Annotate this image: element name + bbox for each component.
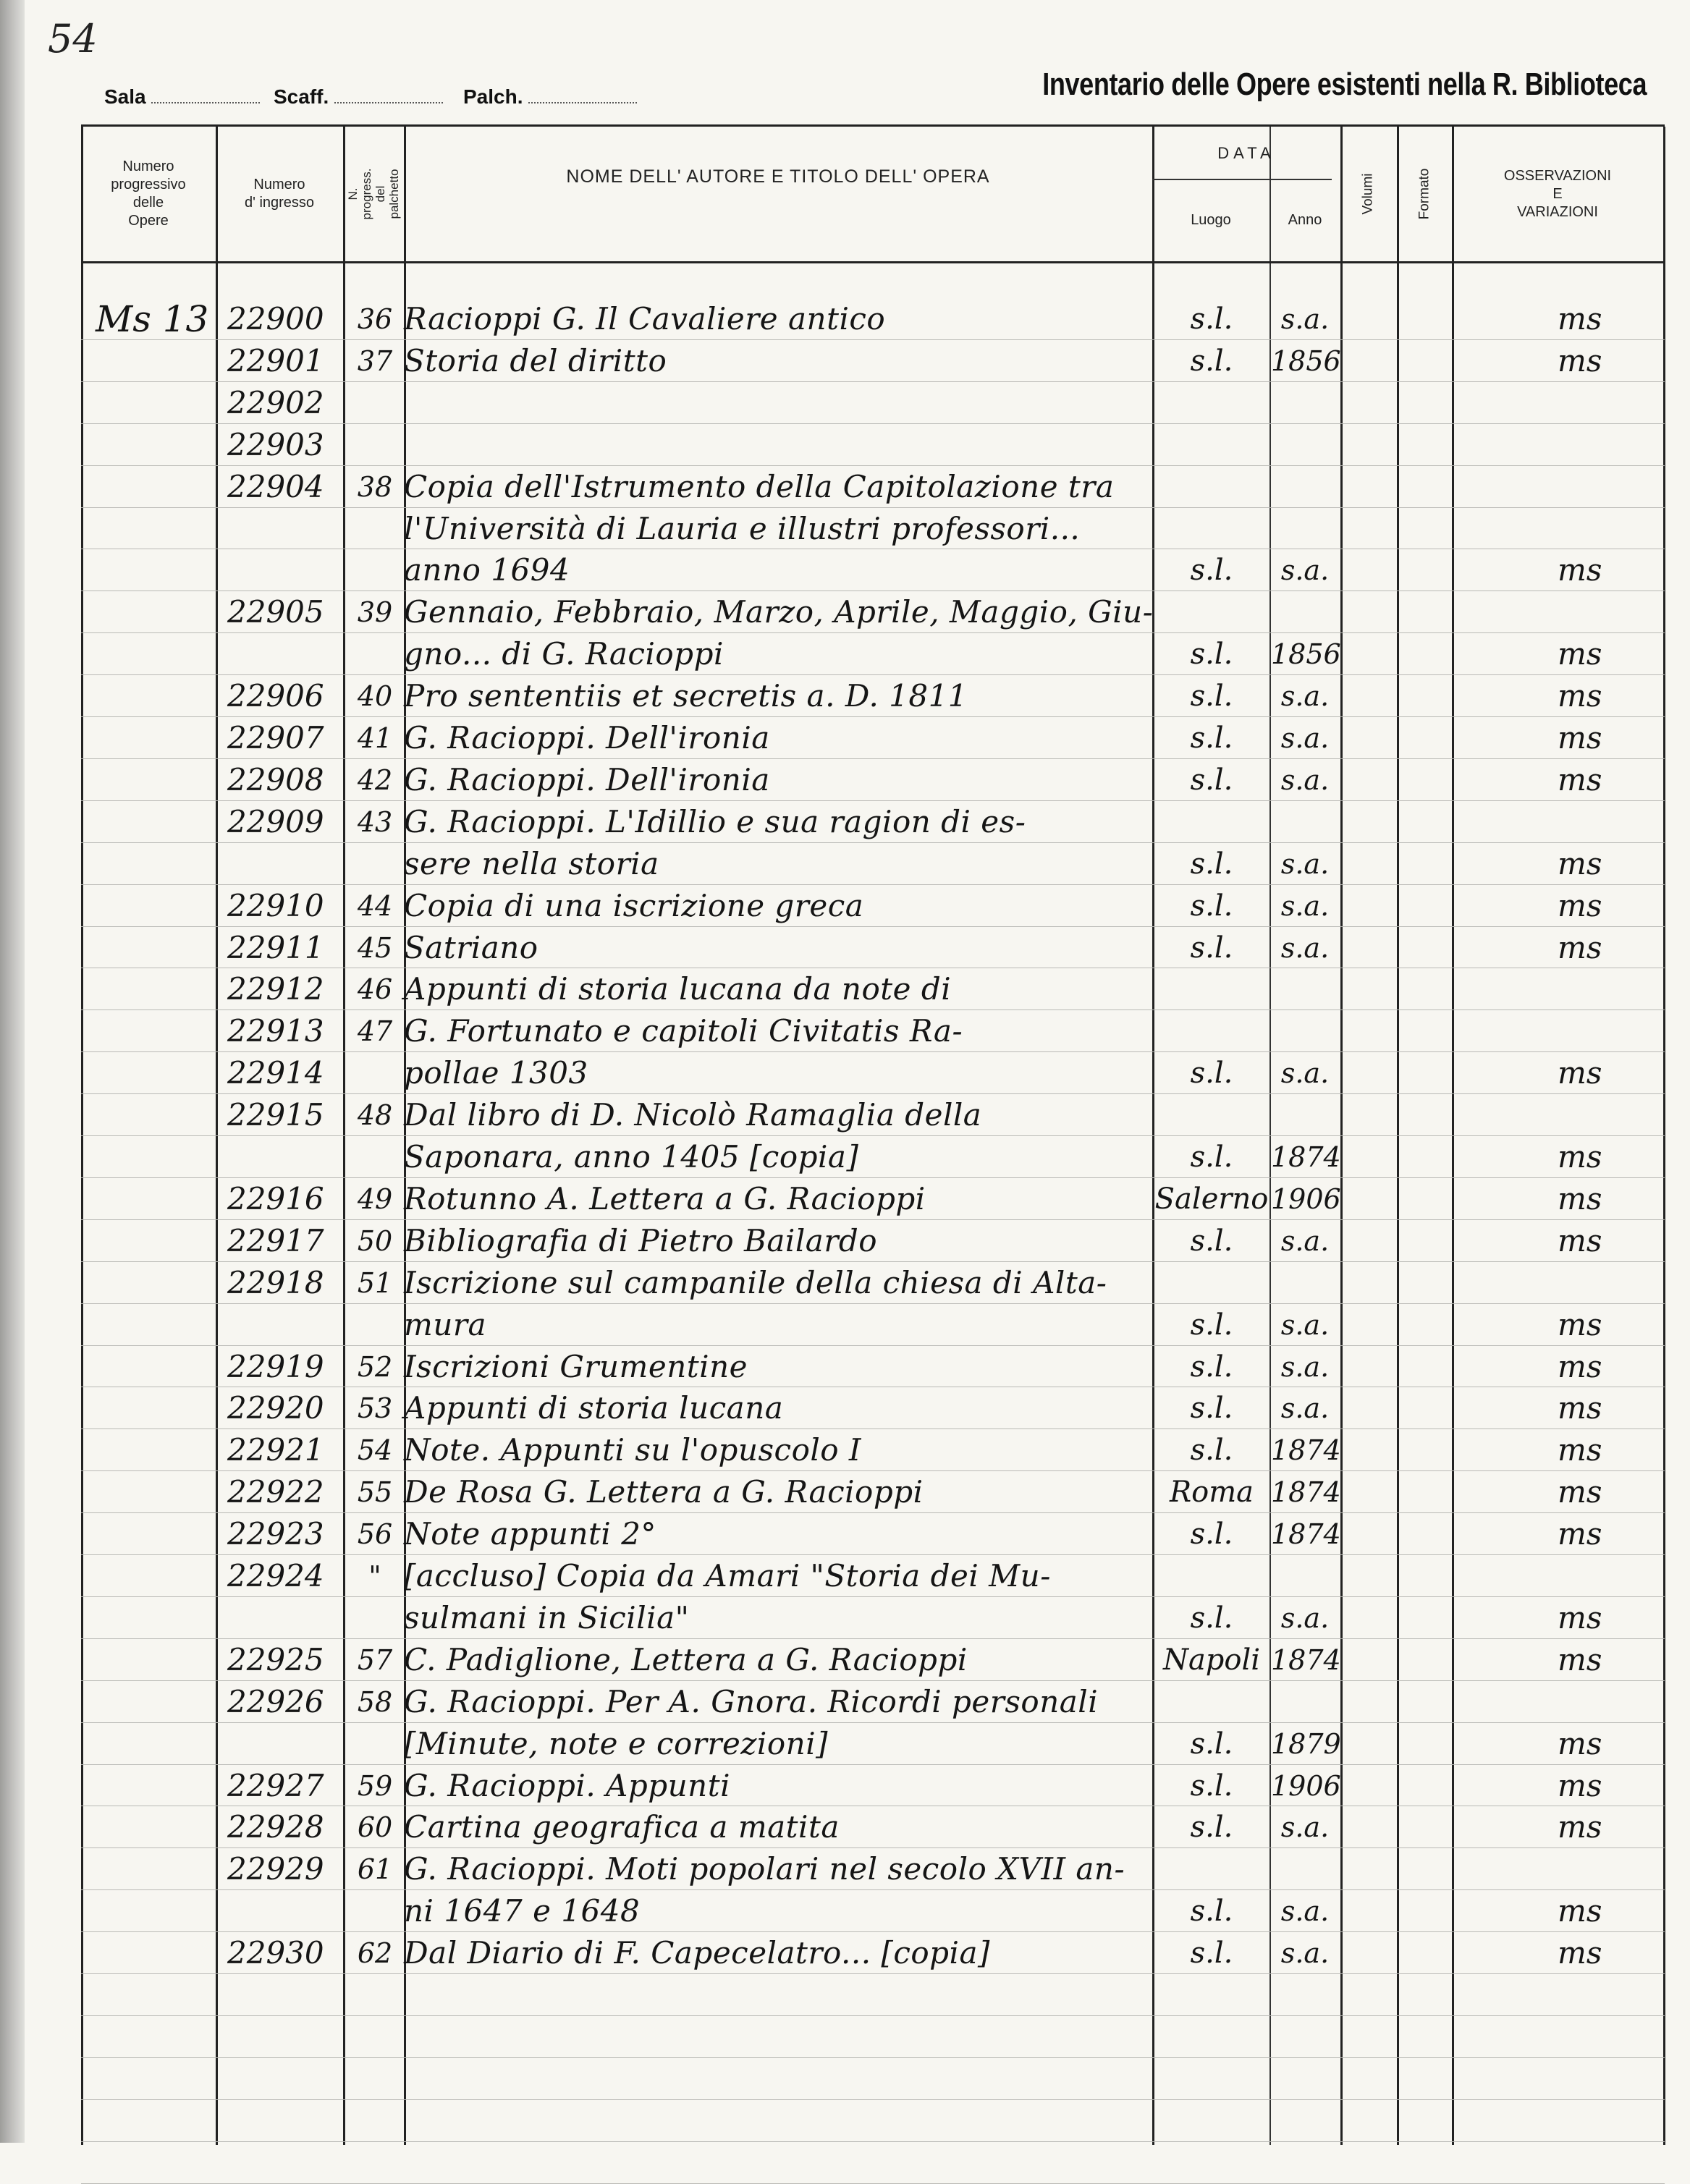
row-author-title: G. Racioppi. L'Idillio e sua ragion di es- bbox=[404, 803, 1026, 839]
ledger-rule-line bbox=[81, 381, 1665, 382]
ledger-rule-line bbox=[81, 674, 1665, 675]
ledger-rule-line bbox=[81, 926, 1665, 927]
row-osservazioni: ms bbox=[1558, 1516, 1602, 1552]
ledger-row bbox=[81, 341, 1665, 381]
row-anno: s.a. bbox=[1280, 680, 1330, 713]
row-anno: 1879 bbox=[1271, 1727, 1341, 1760]
ledger-rule-line bbox=[81, 2099, 1665, 2100]
row-anno: s.a. bbox=[1280, 1937, 1330, 1970]
row-osservazioni: ms bbox=[1558, 720, 1602, 755]
row-author-title: anno 1694 bbox=[404, 552, 570, 588]
row-ms-number: Ms 13 bbox=[96, 298, 209, 340]
ledger-row bbox=[81, 383, 1665, 423]
row-luogo: Napoli bbox=[1162, 1643, 1261, 1677]
row-anno: s.a. bbox=[1280, 1601, 1330, 1634]
row-author-title: mura bbox=[404, 1306, 486, 1342]
row-author-title: G. Fortunato e capitoli Civitatis Ra- bbox=[404, 1013, 963, 1049]
row-author-title: Appunti di storia lucana bbox=[404, 1390, 784, 1426]
row-author-title: sere nella storia bbox=[404, 845, 659, 881]
row-luogo: s.l. bbox=[1190, 638, 1233, 672]
row-anno: s.a. bbox=[1280, 722, 1330, 754]
row-anno: 1874 bbox=[1271, 1476, 1341, 1509]
row-osservazioni: ms bbox=[1558, 678, 1602, 714]
ledger-rule-line bbox=[81, 1931, 1665, 1932]
row-prog-palchetto: 37 bbox=[357, 344, 393, 377]
row-prog-palchetto: 57 bbox=[357, 1643, 393, 1676]
ledger-rule-line bbox=[81, 1345, 1665, 1346]
row-luogo: s.l. bbox=[1190, 554, 1233, 588]
ledger-row bbox=[81, 928, 1665, 968]
ledger-rule-line bbox=[81, 758, 1665, 759]
row-author-title: ni 1647 e 1648 bbox=[404, 1893, 641, 1929]
ledger-rule-line bbox=[81, 1680, 1665, 1681]
ledger-row bbox=[81, 1095, 1665, 1135]
ledger-rule-line bbox=[81, 1177, 1665, 1178]
ledger-rule-line bbox=[81, 1764, 1665, 1765]
scaff-field bbox=[274, 85, 443, 109]
row-luogo: s.l. bbox=[1190, 1727, 1233, 1761]
row-anno: 1874 bbox=[1271, 1434, 1341, 1467]
row-anno: s.a. bbox=[1280, 847, 1330, 880]
row-prog-palchetto: 43 bbox=[357, 805, 393, 838]
row-ingresso: 22926 bbox=[227, 1683, 324, 1719]
page-edge-shadow bbox=[0, 0, 25, 2143]
col-header-numero-ingresso: Numero d' ingresso bbox=[244, 177, 315, 211]
ledger-rule-line bbox=[81, 2015, 1665, 2016]
row-anno: s.a. bbox=[1280, 1057, 1330, 1090]
row-prog-palchetto: 61 bbox=[357, 1853, 393, 1886]
ledger-row bbox=[81, 592, 1665, 632]
ledger-row bbox=[81, 1430, 1665, 1470]
scaff-blank bbox=[334, 96, 443, 103]
row-osservazioni: ms bbox=[1558, 1139, 1602, 1174]
row-ingresso: 22908 bbox=[227, 761, 324, 797]
row-osservazioni: ms bbox=[1558, 1306, 1602, 1342]
ledger-row bbox=[81, 634, 1665, 674]
row-luogo: s.l. bbox=[1190, 1392, 1233, 1426]
ledger-rule-line bbox=[81, 1051, 1665, 1052]
row-prog-palchetto: 53 bbox=[357, 1392, 393, 1425]
row-author-title: Cartina geografica a matita bbox=[404, 1809, 840, 1845]
ledger-row bbox=[81, 844, 1665, 884]
row-osservazioni: ms bbox=[1558, 1767, 1602, 1803]
row-ingresso: 22922 bbox=[227, 1474, 324, 1510]
ledger-row bbox=[81, 1807, 1665, 1847]
col-header-data: DATA bbox=[1217, 143, 1275, 162]
ledger-rule-line bbox=[81, 1973, 1665, 1974]
row-anno: s.a. bbox=[1280, 1308, 1330, 1341]
row-ingresso: 22909 bbox=[227, 803, 324, 839]
row-luogo: Roma bbox=[1170, 1476, 1254, 1510]
row-osservazioni: ms bbox=[1558, 1390, 1602, 1426]
row-osservazioni: ms bbox=[1558, 1599, 1602, 1635]
row-prog-palchetto: 50 bbox=[357, 1224, 393, 1257]
row-ingresso: 22915 bbox=[227, 1097, 324, 1133]
row-ingresso: 22929 bbox=[227, 1851, 324, 1887]
row-author-title: Iscrizione sul campanile della chiesa di Alta- bbox=[404, 1264, 1107, 1300]
col-header-formato bbox=[1397, 127, 1452, 261]
ledger-row bbox=[81, 1053, 1665, 1093]
row-anno: 1874 bbox=[1271, 1518, 1341, 1551]
col-header-numero-progressivo: Numero progressivo delle Opere bbox=[111, 158, 186, 229]
row-prog-palchetto: 59 bbox=[357, 1769, 393, 1802]
row-luogo: s.l. bbox=[1190, 1937, 1233, 1971]
palch-label: Palch. bbox=[463, 85, 523, 108]
row-luogo: s.l. bbox=[1190, 1895, 1233, 1929]
row-author-title: G. Racioppi. Appunti bbox=[404, 1767, 731, 1803]
row-ingresso: 22905 bbox=[227, 594, 324, 630]
row-luogo: s.l. bbox=[1190, 847, 1233, 881]
row-luogo: Salerno bbox=[1154, 1182, 1269, 1216]
ledger-rule-line bbox=[81, 1889, 1665, 1890]
row-author-title: Copia di una iscrizione greca bbox=[404, 887, 864, 923]
row-osservazioni: ms bbox=[1558, 636, 1602, 672]
row-ingresso: 22904 bbox=[227, 468, 324, 504]
ledger-row bbox=[81, 1849, 1665, 1889]
row-prog-palchetto: 36 bbox=[357, 303, 393, 335]
ledger-row bbox=[81, 1640, 1665, 1680]
row-author-title: Gennaio, Febbraio, Marzo, Aprile, Maggio, Giu- bbox=[404, 594, 1154, 630]
scaff-label: Scaff. bbox=[274, 85, 329, 108]
ledger-rule-line bbox=[81, 507, 1665, 508]
row-author-title: Bibliografia di Pietro Bailardo bbox=[404, 1222, 878, 1258]
row-ingresso: 22928 bbox=[227, 1809, 324, 1845]
row-author-title: G. Racioppi. Dell'ironia bbox=[404, 720, 770, 755]
row-ingresso: 22919 bbox=[227, 1348, 324, 1384]
ledger-row bbox=[81, 1682, 1665, 1722]
row-author-title: De Rosa G. Lettera a G. Racioppi bbox=[404, 1474, 924, 1510]
page-title: Inventario delle Opere esistenti nella R. Biblioteca bbox=[1042, 67, 1647, 102]
ledger-rule-line bbox=[81, 2183, 1665, 2184]
row-ingresso: 22912 bbox=[227, 971, 324, 1007]
ledger-rule-line bbox=[81, 465, 1665, 466]
row-osservazioni: ms bbox=[1558, 1935, 1602, 1971]
row-author-title: C. Padiglione, Lettera a G. Racioppi bbox=[404, 1641, 968, 1677]
row-author-title: [Minute, note e correzioni] bbox=[404, 1725, 829, 1761]
row-prog-palchetto: 47 bbox=[357, 1015, 393, 1048]
ledger-rule-line bbox=[81, 1261, 1665, 1262]
ledger-row bbox=[81, 425, 1665, 465]
row-anno: 1906 bbox=[1271, 1182, 1341, 1215]
row-prog-palchetto: 46 bbox=[357, 973, 393, 1006]
row-author-title: Satriano bbox=[404, 929, 538, 965]
col-header-n-progress bbox=[343, 127, 404, 261]
ledger-rule-line bbox=[81, 1847, 1665, 1848]
row-osservazioni: ms bbox=[1558, 1222, 1602, 1258]
ledger-row bbox=[81, 1388, 1665, 1429]
row-anno: s.a. bbox=[1280, 1895, 1330, 1928]
row-ingresso: 22906 bbox=[227, 678, 324, 714]
row-luogo: s.l. bbox=[1190, 931, 1233, 965]
ledger-rule-line bbox=[81, 1219, 1665, 1220]
ledger-rule-line bbox=[81, 1470, 1665, 1471]
col-header-formato-text: Formato bbox=[1416, 168, 1432, 220]
row-osservazioni: ms bbox=[1558, 552, 1602, 588]
row-prog-palchetto: 56 bbox=[357, 1518, 393, 1551]
row-ingresso: 22923 bbox=[227, 1516, 324, 1552]
ledger-row bbox=[81, 1221, 1665, 1261]
row-osservazioni: ms bbox=[1558, 1893, 1602, 1929]
row-osservazioni: ms bbox=[1558, 342, 1602, 378]
row-author-title: [accluso] Copia da Amari "Storia dei Mu- bbox=[404, 1558, 1051, 1593]
ledger-rule-line bbox=[81, 2057, 1665, 2058]
row-luogo: s.l. bbox=[1190, 889, 1233, 923]
ledger-row bbox=[81, 1514, 1665, 1554]
ledger-rule-line bbox=[81, 1093, 1665, 1094]
row-osservazioni: ms bbox=[1558, 1055, 1602, 1091]
row-osservazioni: ms bbox=[1558, 929, 1602, 965]
row-ingresso: 22918 bbox=[227, 1264, 324, 1300]
row-ingresso: 22914 bbox=[227, 1055, 324, 1091]
row-ingresso: 22920 bbox=[227, 1390, 324, 1426]
row-author-title: Rotunno A. Lettera a G. Racioppi bbox=[404, 1180, 926, 1216]
ledger-rule-line bbox=[81, 423, 1665, 424]
row-ingresso: 22930 bbox=[227, 1935, 324, 1971]
row-osservazioni: ms bbox=[1558, 1432, 1602, 1468]
ledger-row bbox=[81, 550, 1665, 591]
row-luogo: s.l. bbox=[1190, 1434, 1233, 1468]
row-ingresso: 22913 bbox=[227, 1013, 324, 1049]
ledger-row bbox=[81, 1137, 1665, 1177]
ledger-rule-line bbox=[81, 1135, 1665, 1136]
row-anno: s.a. bbox=[1280, 1350, 1330, 1383]
ledger-row bbox=[81, 802, 1665, 842]
row-anno: 1874 bbox=[1271, 1643, 1341, 1676]
ledger-row bbox=[81, 1556, 1665, 1596]
row-prog-palchetto: 42 bbox=[357, 763, 393, 796]
row-ingresso: 22921 bbox=[227, 1432, 324, 1468]
row-author-title: Racioppi G. Il Cavaliere antico bbox=[404, 301, 886, 337]
row-prog-palchetto: 52 bbox=[357, 1350, 393, 1383]
row-anno: s.a. bbox=[1280, 303, 1330, 335]
row-anno: s.a. bbox=[1280, 889, 1330, 922]
row-osservazioni: ms bbox=[1558, 1180, 1602, 1216]
ledger-row bbox=[81, 1933, 1665, 1973]
row-luogo: s.l. bbox=[1190, 344, 1233, 378]
ledger-rule-line bbox=[81, 339, 1665, 340]
row-prog-palchetto: 48 bbox=[357, 1099, 393, 1132]
row-anno: 1906 bbox=[1271, 1769, 1341, 1802]
row-ingresso: 22901 bbox=[227, 342, 324, 378]
row-prog-palchetto: 62 bbox=[357, 1937, 393, 1970]
row-prog-palchetto: 41 bbox=[357, 722, 393, 754]
row-author-title: Dal Diario di F. Capecelatro... [copia] bbox=[404, 1935, 990, 1971]
row-luogo: s.l. bbox=[1190, 763, 1233, 797]
row-osservazioni: ms bbox=[1558, 1348, 1602, 1384]
row-author-title: pollae 1303 bbox=[404, 1055, 588, 1091]
row-anno: s.a. bbox=[1280, 763, 1330, 796]
row-author-title: Saponara, anno 1405 [copia] bbox=[404, 1139, 859, 1174]
ledger-rule-line bbox=[81, 800, 1665, 801]
row-luogo: s.l. bbox=[1190, 1350, 1233, 1384]
col-header-nome-autore: NOME DELL' AUTORE E TITOLO DELL' OPERA bbox=[566, 166, 990, 187]
row-ingresso: 22903 bbox=[227, 426, 324, 462]
ledger-row bbox=[81, 1891, 1665, 1931]
ledger-rule-line bbox=[81, 1638, 1665, 1639]
ledger-row bbox=[81, 1766, 1665, 1806]
row-author-title: G. Racioppi. Dell'ironia bbox=[404, 761, 770, 797]
ledger-row bbox=[81, 760, 1665, 800]
row-luogo: s.l. bbox=[1190, 1308, 1233, 1342]
row-luogo: s.l. bbox=[1190, 302, 1233, 336]
col-header-anno: Anno bbox=[1288, 211, 1322, 228]
row-anno: s.a. bbox=[1280, 554, 1330, 587]
row-ingresso: 22927 bbox=[227, 1767, 324, 1803]
row-luogo: s.l. bbox=[1190, 1601, 1233, 1635]
row-author-title: l'Università di Lauria e illustri professori... bbox=[404, 510, 1081, 546]
row-ingresso: 22900 bbox=[227, 301, 324, 337]
row-osservazioni: ms bbox=[1558, 1641, 1602, 1677]
col-header-osservazioni: OSSERVAZIONI E VARIAZIONI bbox=[1503, 167, 1612, 220]
header-bottom-rule bbox=[81, 261, 1665, 263]
row-prog-palchetto: 58 bbox=[357, 1685, 393, 1718]
ledger-rule-line bbox=[81, 716, 1665, 717]
ledger-rule-line bbox=[81, 2141, 1665, 2142]
ledger-row bbox=[81, 969, 1665, 1010]
ledger-rule-line bbox=[81, 1596, 1665, 1597]
row-anno: s.a. bbox=[1280, 1392, 1330, 1425]
row-osservazioni: ms bbox=[1558, 845, 1602, 881]
sala-label: Sala bbox=[104, 85, 146, 108]
col-header-volumi-text: Volumi bbox=[1361, 173, 1376, 215]
row-luogo: s.l. bbox=[1190, 680, 1233, 714]
row-luogo: s.l. bbox=[1190, 1811, 1233, 1845]
row-ingresso: 22924 bbox=[227, 1558, 324, 1593]
palch-field bbox=[463, 85, 637, 109]
row-ingresso: 22910 bbox=[227, 887, 324, 923]
ledger-rule-line bbox=[81, 1512, 1665, 1513]
row-author-title: G. Racioppi. Per A. Gnora. Ricordi personali bbox=[404, 1683, 1099, 1719]
ledger-row bbox=[81, 1305, 1665, 1345]
row-ingresso: 22925 bbox=[227, 1641, 324, 1677]
row-prog-palchetto: 44 bbox=[357, 889, 393, 922]
row-ingresso: 22911 bbox=[227, 929, 324, 965]
ledger-row bbox=[81, 1472, 1665, 1512]
ledger-row bbox=[81, 1179, 1665, 1219]
row-prog-palchetto: 40 bbox=[357, 680, 393, 713]
row-anno: 1856 bbox=[1271, 344, 1341, 377]
row-author-title: Storia del diritto bbox=[404, 342, 667, 378]
row-prog-palchetto: 39 bbox=[357, 596, 393, 629]
ledger-row bbox=[81, 467, 1665, 507]
row-anno: s.a. bbox=[1280, 931, 1330, 964]
sala-field bbox=[104, 85, 260, 109]
col-header-luogo: Luogo bbox=[1191, 211, 1231, 228]
row-author-title: Copia dell'Istrumento della Capitolazione tra bbox=[404, 468, 1115, 504]
row-anno: s.a. bbox=[1280, 1224, 1330, 1257]
row-luogo: s.l. bbox=[1190, 1140, 1233, 1174]
row-prog-palchetto: 45 bbox=[357, 931, 393, 964]
row-ingresso: 22907 bbox=[227, 720, 324, 755]
row-osservazioni: ms bbox=[1558, 1725, 1602, 1761]
row-prog-palchetto: 38 bbox=[357, 470, 393, 503]
row-osservazioni: ms bbox=[1558, 301, 1602, 337]
row-prog-palchetto: 55 bbox=[357, 1476, 393, 1509]
row-ingresso: 22917 bbox=[227, 1222, 324, 1258]
row-author-title: Iscrizioni Grumentine bbox=[404, 1348, 748, 1384]
ledger-rule-line bbox=[81, 632, 1665, 633]
row-prog-palchetto: 51 bbox=[357, 1266, 393, 1299]
row-ingresso: 22916 bbox=[227, 1180, 324, 1216]
row-luogo: s.l. bbox=[1190, 1518, 1233, 1552]
ledger-row bbox=[81, 1011, 1665, 1051]
sala-blank bbox=[151, 96, 260, 103]
row-prog-palchetto: 60 bbox=[357, 1811, 393, 1844]
page-number: 54 bbox=[48, 16, 98, 62]
row-osservazioni: ms bbox=[1558, 887, 1602, 923]
row-author-title: Dal libro di D. Nicolò Ramaglia della bbox=[404, 1097, 982, 1133]
row-prog-palchetto: 49 bbox=[357, 1182, 393, 1215]
ledger-rule-line bbox=[81, 1554, 1665, 1555]
ledger-row bbox=[81, 676, 1665, 716]
row-prog-palchetto: " bbox=[368, 1560, 381, 1592]
ledger-rule-line bbox=[81, 884, 1665, 885]
palch-blank bbox=[528, 96, 637, 103]
row-osservazioni: ms bbox=[1558, 1474, 1602, 1510]
row-author-title: sulmani in Sicilia" bbox=[404, 1599, 690, 1635]
ledger-rule-line bbox=[81, 842, 1665, 843]
ledger-rule-line bbox=[81, 1722, 1665, 1723]
row-luogo: s.l. bbox=[1190, 721, 1233, 755]
row-author-title: G. Racioppi. Moti popolari nel secolo XVII an- bbox=[404, 1851, 1125, 1887]
row-osservazioni: ms bbox=[1558, 1809, 1602, 1845]
row-prog-palchetto: 54 bbox=[357, 1434, 393, 1467]
ledger-row bbox=[81, 1724, 1665, 1764]
row-osservazioni: ms bbox=[1558, 761, 1602, 797]
row-anno: 1856 bbox=[1271, 638, 1341, 671]
row-luogo: s.l. bbox=[1190, 1224, 1233, 1258]
ledger-row bbox=[81, 1263, 1665, 1303]
ledger-row bbox=[81, 886, 1665, 926]
inventory-ledger bbox=[81, 124, 1665, 2145]
row-author-title: Appunti di storia lucana da note di bbox=[404, 971, 952, 1007]
row-anno: s.a. bbox=[1280, 1811, 1330, 1844]
ledger-rule-line bbox=[81, 1303, 1665, 1304]
row-anno: 1874 bbox=[1271, 1141, 1341, 1173]
ledger-row bbox=[81, 718, 1665, 758]
row-author-title: gno... di G. Racioppi bbox=[404, 636, 724, 672]
ledger-row bbox=[81, 509, 1665, 549]
row-author-title: Pro sententiis et secretis a. D. 1811 bbox=[404, 678, 968, 714]
row-author-title: Note appunti 2° bbox=[404, 1516, 656, 1552]
row-luogo: s.l. bbox=[1190, 1769, 1233, 1803]
ledger-row bbox=[81, 1598, 1665, 1638]
col-header-n-progress-text: N. progress. del palchetto bbox=[346, 168, 401, 220]
ledger-row bbox=[81, 299, 1665, 339]
row-ingresso: 22902 bbox=[227, 384, 324, 420]
row-luogo: s.l. bbox=[1190, 1057, 1233, 1091]
row-author-title: Note. Appunti su l'opuscolo I bbox=[404, 1432, 862, 1468]
col-header-volumi bbox=[1340, 127, 1397, 261]
ledger-row bbox=[81, 1347, 1665, 1387]
